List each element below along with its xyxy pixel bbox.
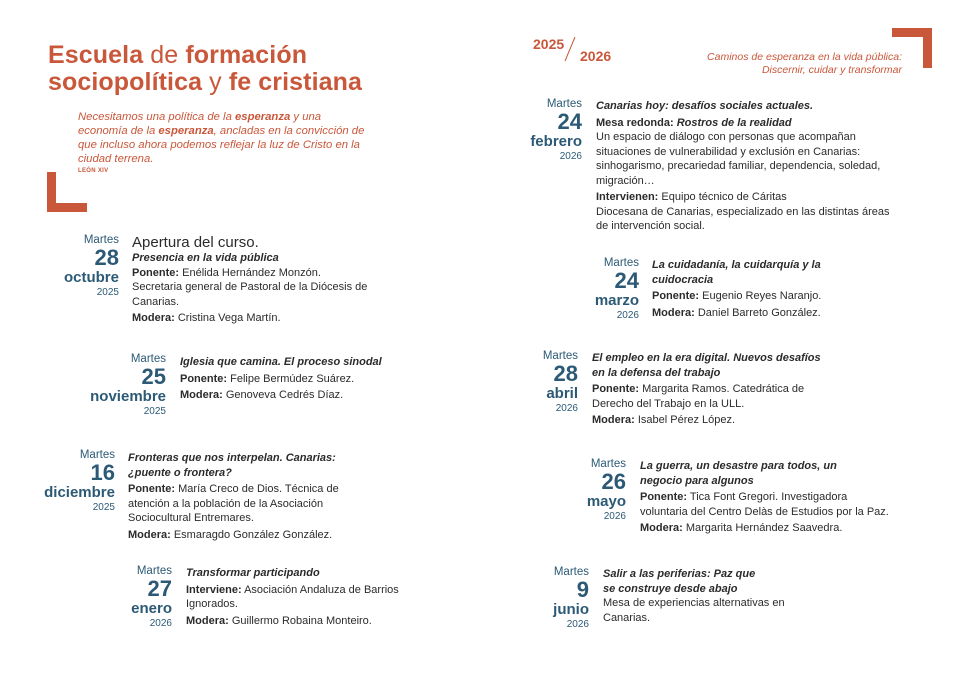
speaker-name: Equipo técnico de Cáritas (661, 191, 787, 203)
session-date (90, 353, 166, 418)
speaker-name: Eugenio Reyes Naranjo. (702, 290, 822, 302)
moderator-name: Cristina Vega Martín. (177, 312, 281, 324)
speaker-line (592, 382, 882, 397)
title-word: de (150, 41, 179, 69)
date-weekday: Martes (553, 566, 589, 578)
date-weekday: Martes (79, 449, 115, 461)
moderator-line (132, 311, 372, 326)
moderator-label: Modera: (128, 528, 171, 541)
speaker-role: Secretaria general de Pastoral de la Diócesis de Canarias. (132, 281, 368, 308)
title-word: sociopolítica (48, 68, 203, 96)
speaker-label: Ponente: (592, 383, 640, 395)
session-date (553, 566, 589, 631)
moderator-line (186, 614, 446, 629)
title-word: y (209, 68, 222, 96)
date-month: enero (131, 600, 172, 617)
date-day: 25 (141, 364, 166, 389)
moderator-name: Daniel Barreto González. (697, 306, 821, 319)
speaker-name: Asociación Andaluza de Barrios (244, 583, 399, 596)
corner-bracket-decoration (892, 28, 932, 68)
moderator-name: Esmaragdo González González. (173, 528, 333, 541)
session-title: se construye desde abajo (603, 582, 738, 595)
session-title: El empleo en la era digital. Nuevos desafíos (592, 352, 821, 364)
date-weekday: Martes (130, 353, 166, 365)
title-word: fe cristiana (228, 68, 363, 96)
date-weekday: Martes (136, 565, 172, 577)
session-item (603, 567, 823, 625)
date-year: 2026 (555, 403, 578, 414)
session-description: Mesa de experiencias alternativas en Canarias. (603, 597, 785, 624)
date-month: febrero (530, 133, 582, 150)
session-title: La guerra, un desastre para todos, un (640, 460, 837, 472)
session-title: negocio para algunos (640, 474, 754, 487)
moderator-name: Isabel Pérez López. (637, 414, 736, 426)
speaker-label: Ponente: (128, 483, 176, 495)
format-title: Rostros de la realidad (676, 116, 792, 129)
moderator-line (180, 388, 440, 403)
date-year: 2026 (559, 151, 582, 162)
moderator-line (652, 306, 892, 321)
year-start: 2025 (533, 36, 565, 52)
session-description: Un espacio de diálogo con personas que acompañan situaciones de vulnerabilidad y exclusión en Canarias: sinhogarismo, precariedad familiar, dependencia, soledad, migración… (596, 131, 881, 187)
date-year: 2026 (566, 619, 589, 630)
moderator-label: Modera: (186, 614, 229, 627)
date-weekday: Martes (546, 98, 582, 110)
session-item (128, 451, 378, 542)
date-day: 24 (557, 109, 582, 134)
speaker-line (186, 583, 446, 598)
title-word: Escuela (48, 41, 144, 69)
session-date (595, 257, 639, 322)
speaker-line (132, 266, 372, 281)
session-item (592, 351, 882, 428)
title-word: formación (185, 41, 308, 69)
date-year: 2025 (143, 406, 166, 417)
session-date (530, 98, 582, 163)
date-day: 9 (576, 577, 589, 602)
speaker-name: María Creco de Dios. Técnica de (178, 483, 339, 495)
date-month: abril (546, 385, 578, 402)
date-year: 2026 (616, 310, 639, 321)
session-date (131, 565, 172, 630)
speaker-line (652, 289, 892, 304)
speaker-line (640, 490, 930, 505)
quote-text: , ancladas en la convicción de que incluso ahora podemos reflejar la luz de Cristo en la ciudad terrena. (78, 125, 365, 165)
moderator-name: Margarita Hernández Saavedra. (685, 522, 843, 534)
session-title: ¿puente o frontera? (128, 466, 232, 479)
moderator-line (592, 413, 882, 428)
session-title: cuidocracia (652, 273, 714, 286)
speaker-line (180, 372, 440, 387)
date-day: 24 (614, 268, 639, 293)
speaker-name: Tica Font Gregori. Investigadora (689, 491, 848, 503)
moderator-label: Modera: (652, 306, 695, 319)
speaker-line (128, 482, 378, 497)
date-day: 27 (147, 576, 172, 601)
speaker-line (596, 190, 892, 205)
speaker-name: Enélida Hernández Monzón. (182, 266, 321, 279)
corner-bracket-decoration (47, 172, 87, 212)
session-date (543, 350, 578, 415)
session-item (180, 355, 440, 403)
moderator-label: Modera: (592, 414, 635, 426)
session-title: Fronteras que nos interpelan. Canarias: (128, 452, 336, 464)
speaker-label: Ponente: (652, 290, 700, 302)
tagline (640, 51, 902, 76)
date-year: 2026 (149, 618, 172, 629)
speaker-label: Intervienen: (596, 191, 659, 203)
moderator-label: Modera: (640, 522, 683, 534)
session-item (596, 99, 892, 234)
moderator-line (640, 521, 930, 536)
date-weekday: Martes (603, 257, 639, 269)
tagline-line: Caminos de esperanza en la vida pública: (707, 51, 902, 63)
session-title: Transformar participando (186, 567, 320, 579)
date-weekday: Martes (83, 234, 119, 246)
session-date (587, 458, 626, 523)
moderator-label: Modera: (132, 312, 175, 324)
speaker-role: Derecho del Trabajo en la ULL. (592, 397, 745, 410)
date-weekday: Martes (590, 458, 626, 470)
speaker-label: Ponente: (180, 372, 228, 385)
format-line (596, 116, 892, 131)
tagline-line: Discernir, cuidar y transformar (761, 63, 902, 76)
speaker-label: Interviene: (186, 583, 242, 596)
date-month: mayo (586, 493, 626, 510)
session-item (640, 459, 930, 536)
date-month: octubre (63, 269, 119, 286)
format-label: Mesa redonda: (596, 116, 674, 129)
date-month: noviembre (90, 388, 166, 405)
speaker-name: Margarita Ramos. Catedrática de (642, 383, 805, 395)
speaker-role: voluntaria del Centro Delàs de Estudios por la Paz. (640, 505, 889, 518)
date-day: 28 (94, 245, 119, 270)
speaker-role: Diocesana de Canarias, especializado en las distintas áreas de intervención social. (596, 205, 890, 232)
moderator-label: Modera: (180, 389, 223, 401)
date-month: diciembre (44, 484, 115, 501)
date-year: 2025 (92, 502, 115, 513)
speaker-name: Felipe Bermúdez Suárez. (230, 372, 355, 385)
date-year: 2025 (96, 287, 119, 298)
session-date (64, 234, 119, 299)
quote-emphasis: esperanza (235, 111, 291, 123)
session-title: Presencia en la vida pública (132, 252, 279, 264)
session-date (44, 449, 115, 514)
year-end: 2026 (580, 48, 612, 64)
quote-text: y una economía de la (78, 111, 322, 137)
quote (78, 110, 368, 166)
session-title: Canarias hoy: desafíos sociales actuales. (596, 100, 814, 112)
session-title-intro: Apertura del curso. (132, 234, 259, 251)
moderator-name: Guillermo Robaina Monteiro. (231, 614, 372, 627)
date-year: 2026 (603, 511, 626, 522)
slash-divider (563, 36, 577, 62)
date-weekday: Martes (542, 350, 578, 362)
date-month: marzo (594, 292, 639, 309)
date-day: 26 (601, 469, 626, 494)
moderator-name: Genoveva Cedrés Díaz. (225, 389, 344, 401)
session-title: Salir a las periferias: Paz que (603, 568, 756, 580)
date-month: junio (553, 601, 589, 618)
speaker-role: atención a la población de la Asociación Sociocultural Entremares. (128, 497, 324, 524)
date-day: 28 (553, 361, 578, 386)
session-item (186, 566, 446, 628)
session-title: Iglesia que camina. El proceso sinodal (180, 356, 382, 368)
quote-emphasis: esperanza (158, 125, 214, 137)
speaker-role: Ignorados. (186, 598, 238, 610)
session-title: La cuidadanía, la cuidarquía y la (652, 259, 821, 271)
session-item (652, 258, 892, 320)
speaker-label: Ponente: (640, 491, 688, 503)
quote-text: Necesitamos una política de la (78, 111, 235, 123)
quote-author: LEÓN XIV (78, 168, 109, 174)
moderator-line (128, 528, 378, 543)
page-title (48, 42, 362, 96)
session-item (132, 234, 372, 326)
speaker-label: Ponente: (132, 266, 180, 279)
session-title: en la defensa del trabajo (592, 366, 721, 379)
date-day: 16 (90, 460, 115, 485)
